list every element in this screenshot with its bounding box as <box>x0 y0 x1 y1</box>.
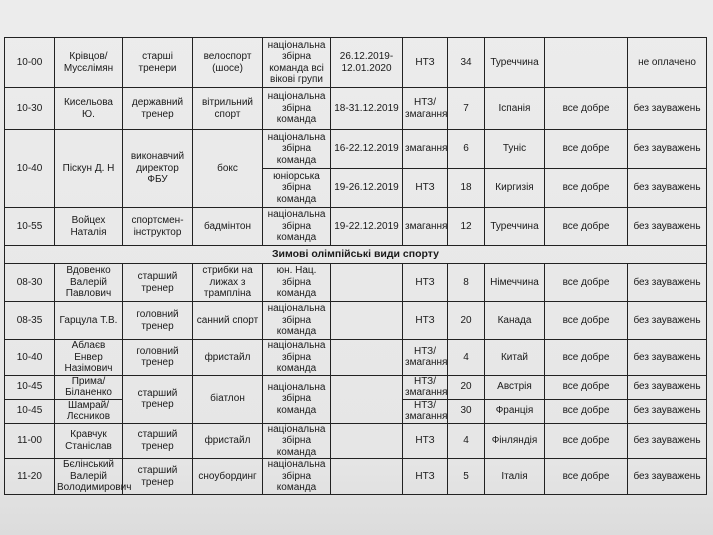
role-cell: головний тренер <box>123 340 193 376</box>
role-cell: старший тренер <box>123 459 193 495</box>
role-cell: виконавчий директор ФБУ <box>123 130 193 208</box>
status-cell: все добре <box>545 340 628 376</box>
status-cell <box>545 38 628 88</box>
team-cell: національна збірна команда <box>263 459 331 495</box>
note-cell: без зауважень <box>628 459 707 495</box>
country-cell: Фінляндія <box>485 423 545 459</box>
role-cell: старший тренер <box>123 264 193 302</box>
team-cell: національна збірна команда <box>263 423 331 459</box>
count-cell: 7 <box>448 88 485 130</box>
note-cell: без зауважень <box>628 399 707 423</box>
status-cell: все добре <box>545 169 628 208</box>
name-cell: Аблаєв Енвер Назімович <box>55 340 123 376</box>
country-cell: Іспанія <box>485 88 545 130</box>
section-header: Зимові олімпійські види спорту <box>5 246 707 264</box>
team-cell: національна збірна команда всі вікові групи <box>263 38 331 88</box>
sport-cell: біатлон <box>193 375 263 423</box>
team-cell: національна збірна команда <box>263 208 331 246</box>
name-cell: Піскун Д. Н <box>55 130 123 208</box>
count-cell: 6 <box>448 130 485 169</box>
table-row <box>5 88 707 130</box>
table-row <box>5 264 707 302</box>
sport-cell: сноубординг <box>193 459 263 495</box>
country-cell: Австрія <box>485 375 545 399</box>
status-cell: все добре <box>545 88 628 130</box>
team-cell: національна збірна команда <box>263 340 331 376</box>
role-cell: спортсмен-інструктор <box>123 208 193 246</box>
dates-cell: 18-31.12.2019 <box>331 88 403 130</box>
dates-cell: 26.12.2019-12.01.2020 <box>331 38 403 88</box>
dates-cell <box>331 459 403 495</box>
status-cell: все добре <box>545 375 628 399</box>
name-cell: Гарцула Т.В. <box>55 302 123 340</box>
table-row <box>5 375 707 399</box>
sport-cell: велоспорт (шосе) <box>193 38 263 88</box>
name-cell: Кравчук Станіслав <box>55 423 123 459</box>
name-cell: Крівцов/ Мусєлімян <box>55 38 123 88</box>
note-cell: без зауважень <box>628 375 707 399</box>
section-header-row <box>5 246 707 264</box>
status-cell: все добре <box>545 302 628 340</box>
country-cell: Німеччина <box>485 264 545 302</box>
role-cell: головний тренер <box>123 302 193 340</box>
country-cell: Франція <box>485 399 545 423</box>
count-cell: 30 <box>448 399 485 423</box>
count-cell: 12 <box>448 208 485 246</box>
name-cell: Войцех Наталія <box>55 208 123 246</box>
type-cell: НТЗ <box>403 459 448 495</box>
name-cell: Прима/ Біланенко <box>55 375 123 399</box>
name-cell: Кисельова Ю. <box>55 88 123 130</box>
dates-cell: 19-26.12.2019 <box>331 169 403 208</box>
team-cell: національна збірна команда <box>263 130 331 169</box>
note-cell: без зауважень <box>628 302 707 340</box>
table-row <box>5 208 707 246</box>
count-cell: 20 <box>448 375 485 399</box>
name-cell: Вдовенко Валерій Павлович <box>55 264 123 302</box>
note-cell: без зауважень <box>628 208 707 246</box>
name-cell: Шамрай/ Лєсников <box>55 399 123 423</box>
status-cell: все добре <box>545 399 628 423</box>
type-cell: НТЗ/ змагання <box>403 375 448 399</box>
count-cell: 4 <box>448 423 485 459</box>
sport-cell: санний спорт <box>193 302 263 340</box>
note-cell: без зауважень <box>628 340 707 376</box>
time-cell: 11-20 <box>5 459 55 495</box>
dates-cell: 16-22.12.2019 <box>331 130 403 169</box>
time-cell: 10-40 <box>5 340 55 376</box>
table-row <box>5 302 707 340</box>
count-cell: 34 <box>448 38 485 88</box>
type-cell: НТЗ/ змагання <box>403 340 448 376</box>
role-cell: старші тренери <box>123 38 193 88</box>
status-cell: все добре <box>545 208 628 246</box>
sport-cell: вітрильний спорт <box>193 88 263 130</box>
time-cell: 11-00 <box>5 423 55 459</box>
type-cell: змагання <box>403 208 448 246</box>
status-cell: все добре <box>545 130 628 169</box>
count-cell: 8 <box>448 264 485 302</box>
name-cell: Бєлінський Валерій Володимирович <box>55 459 123 495</box>
note-cell: без зауважень <box>628 88 707 130</box>
country-cell: Туніс <box>485 130 545 169</box>
country-cell: Туреччина <box>485 38 545 88</box>
team-cell: національна збірна команда <box>263 88 331 130</box>
time-cell: 10-45 <box>5 375 55 399</box>
time-cell: 10-00 <box>5 38 55 88</box>
country-cell: Канада <box>485 302 545 340</box>
sport-cell: фристайл <box>193 340 263 376</box>
country-cell: Китай <box>485 340 545 376</box>
type-cell: НТЗ <box>403 423 448 459</box>
table-row <box>5 423 707 459</box>
dates-cell <box>331 264 403 302</box>
role-cell: державний тренер <box>123 88 193 130</box>
dates-cell <box>331 340 403 376</box>
dates-cell <box>331 302 403 340</box>
status-cell: все добре <box>545 264 628 302</box>
role-cell: старший тренер <box>123 375 193 423</box>
table-row <box>5 340 707 376</box>
time-cell: 10-55 <box>5 208 55 246</box>
count-cell: 18 <box>448 169 485 208</box>
type-cell: НТЗ <box>403 302 448 340</box>
count-cell: 4 <box>448 340 485 376</box>
country-cell: Туреччина <box>485 208 545 246</box>
team-cell: національна збірна команда <box>263 375 331 423</box>
status-cell: все добре <box>545 423 628 459</box>
note-cell: не оплачено <box>628 38 707 88</box>
note-cell: без зауважень <box>628 264 707 302</box>
time-cell: 10-30 <box>5 88 55 130</box>
country-cell: Італія <box>485 459 545 495</box>
count-cell: 5 <box>448 459 485 495</box>
team-cell: юн. Нац. збірна команда <box>263 264 331 302</box>
dates-cell <box>331 375 403 423</box>
table-row <box>5 130 707 169</box>
time-cell: 08-30 <box>5 264 55 302</box>
time-cell: 08-35 <box>5 302 55 340</box>
dates-cell: 19-22.12.2019 <box>331 208 403 246</box>
time-cell: 10-45 <box>5 399 55 423</box>
sport-cell: стрибки на лижах з трампліна <box>193 264 263 302</box>
type-cell: НТЗ <box>403 264 448 302</box>
team-cell: юніорська збірна команда <box>263 169 331 208</box>
count-cell: 20 <box>448 302 485 340</box>
note-cell: без зауважень <box>628 423 707 459</box>
table-row <box>5 38 707 88</box>
note-cell: без зауважень <box>628 130 707 169</box>
schedule-table <box>4 37 707 495</box>
type-cell: НТЗ <box>403 38 448 88</box>
dates-cell <box>331 423 403 459</box>
country-cell: Киргизія <box>485 169 545 208</box>
type-cell: НТЗ/ змагання <box>403 399 448 423</box>
type-cell: змагання <box>403 130 448 169</box>
sport-cell: бокс <box>193 130 263 208</box>
team-cell: національна збірна команда <box>263 302 331 340</box>
role-cell: старший тренер <box>123 423 193 459</box>
time-cell: 10-40 <box>5 130 55 208</box>
sport-cell: бадмінтон <box>193 208 263 246</box>
type-cell: НТЗ <box>403 169 448 208</box>
table-row <box>5 459 707 495</box>
note-cell: без зауважень <box>628 169 707 208</box>
status-cell: все добре <box>545 459 628 495</box>
type-cell: НТЗ/ змагання <box>403 88 448 130</box>
sport-cell: фристайл <box>193 423 263 459</box>
